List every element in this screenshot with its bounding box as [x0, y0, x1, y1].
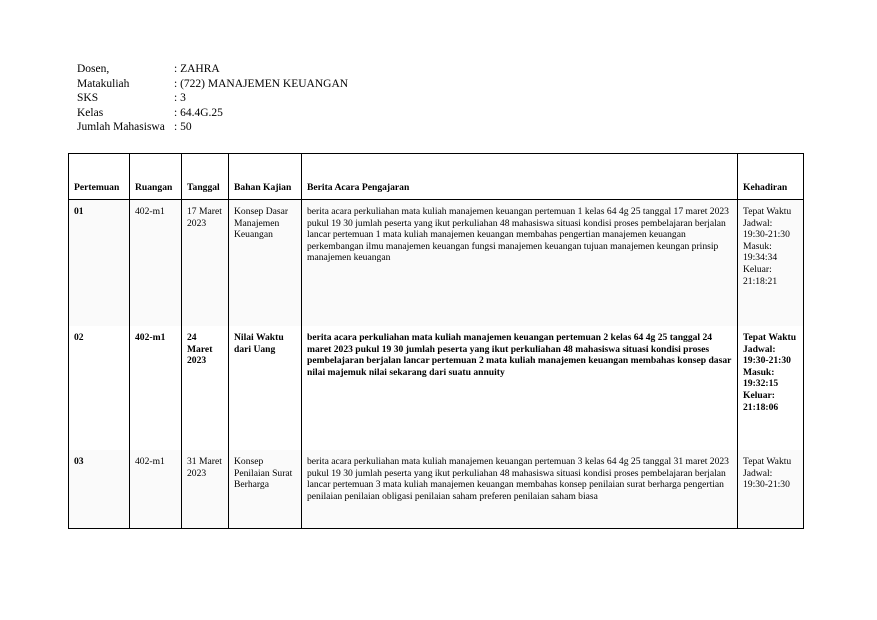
cell-ruangan: 402-m1 [130, 200, 182, 327]
cell-pertemuan: 02 [69, 326, 130, 450]
cell-bahan-kajian: Nilai Waktu dari Uang [229, 326, 302, 450]
cell-kehadiran: Tepat Waktu Jadwal: 19:30-21:30 Masuk: 19:34:34 Keluar: 21:18:21 [738, 200, 804, 327]
cell-tanggal: 17 Maret 2023 [182, 200, 229, 327]
cell-berita-acara: berita acara perkuliahan mata kuliah manajemen keuangan pertemuan 2 kelas 64 4g 25 tanggal 24 maret 2023 pukul 19 30 jumlah peserta yang ikut perkuliahan 48 mahasiswa situasi kondisi proses pembelajaran berjalan lancar pertemuan 2 mata kuliah manajemen keuangan membahas konsep dasar nilai majemuk nilai sekarang dari suatu annuity [302, 326, 738, 450]
info-value: : 50 [174, 121, 192, 134]
course-info [77, 62, 348, 135]
cell-berita-acara: berita acara perkuliahan mata kuliah manajemen keuangan pertemuan 3 kelas 64 4g 25 tanggal 31 maret 2023 pukul 19 30 jumlah peserta yang ikut perkuliahan 48 mahasiswa situasi kondisi proses pembelajaran berjalan lancar pertemuan 3 mata kuliah manajemen keuangan membahas konsep penilaian surat berharga pengertian penilaian penilaian obligasi penilaian saham preferen penilaian saham biasa [302, 450, 738, 529]
info-value: : (722) MANAJEMEN KEUANGAN [174, 77, 349, 90]
cell-bahan-kajian: Konsep Dasar Manajemen Keuangan [229, 200, 302, 327]
info-label: Jumlah Mahasiswa [77, 121, 165, 134]
info-value: : ZAHRA [174, 63, 220, 75]
info-value: : 64.4G.25 [174, 106, 223, 119]
table-row [69, 450, 804, 529]
cell-kehadiran: Tepat Waktu Jadwal: 19:30-21:30 Masuk: 19:32:15 Keluar: 21:18:06 [738, 326, 804, 450]
info-label: Dosen, [77, 63, 110, 75]
info-row-jumlah-mahasiswa [77, 120, 348, 135]
header-ruangan: Ruangan [130, 154, 182, 200]
info-row-kelas [77, 106, 348, 121]
cell-ruangan: 402-m1 [130, 450, 182, 529]
header-bahan-kajian: Bahan Kajian [229, 154, 302, 200]
cell-berita-acara: berita acara perkuliahan mata kuliah manajemen keuangan pertemuan 1 kelas 64 4g 25 tanggal 17 maret 2023 pukul 19 30 jumlah peserta yang ikut perkuliahan 48 mahasiswa situasi kondisi proses pembelajaran berjalan lancar pertemuan 1 mata kuliah manajemen keuangan membahas pengertian manajemen keuangan perkembangan ilmu manajemen keuangan fungsi manajemen keuangan tujuan manajemen keungan prinsip manajemen keuangan [302, 200, 738, 327]
info-label: Matakuliah [77, 77, 130, 90]
table-row [69, 200, 804, 327]
info-row-dosen [77, 62, 348, 77]
cell-kehadiran: Tepat Waktu Jadwal: 19:30-21:30 [738, 450, 804, 529]
info-label: SKS [77, 92, 99, 105]
header-berita-acara: Berita Acara Pengajaran [302, 154, 738, 200]
cell-pertemuan: 03 [69, 450, 130, 529]
cell-tanggal: 31 Maret 2023 [182, 450, 229, 529]
info-row-sks [77, 91, 348, 106]
info-label: Kelas [77, 106, 104, 119]
cell-bahan-kajian: Konsep Penilaian Surat Berharga [229, 450, 302, 529]
header-pertemuan: Pertemuan [69, 154, 130, 200]
table-row [69, 326, 804, 450]
cell-pertemuan: 01 [69, 200, 130, 327]
cell-ruangan: 402-m1 [130, 326, 182, 450]
info-row-matakuliah [77, 77, 348, 92]
table-header-row [69, 154, 804, 200]
info-value: : 3 [174, 92, 186, 105]
berita-acara-table [68, 153, 804, 529]
header-tanggal: Tanggal [182, 154, 229, 200]
cell-tanggal: 24 Maret 2023 [182, 326, 229, 450]
header-kehadiran: Kehadiran [738, 154, 804, 200]
